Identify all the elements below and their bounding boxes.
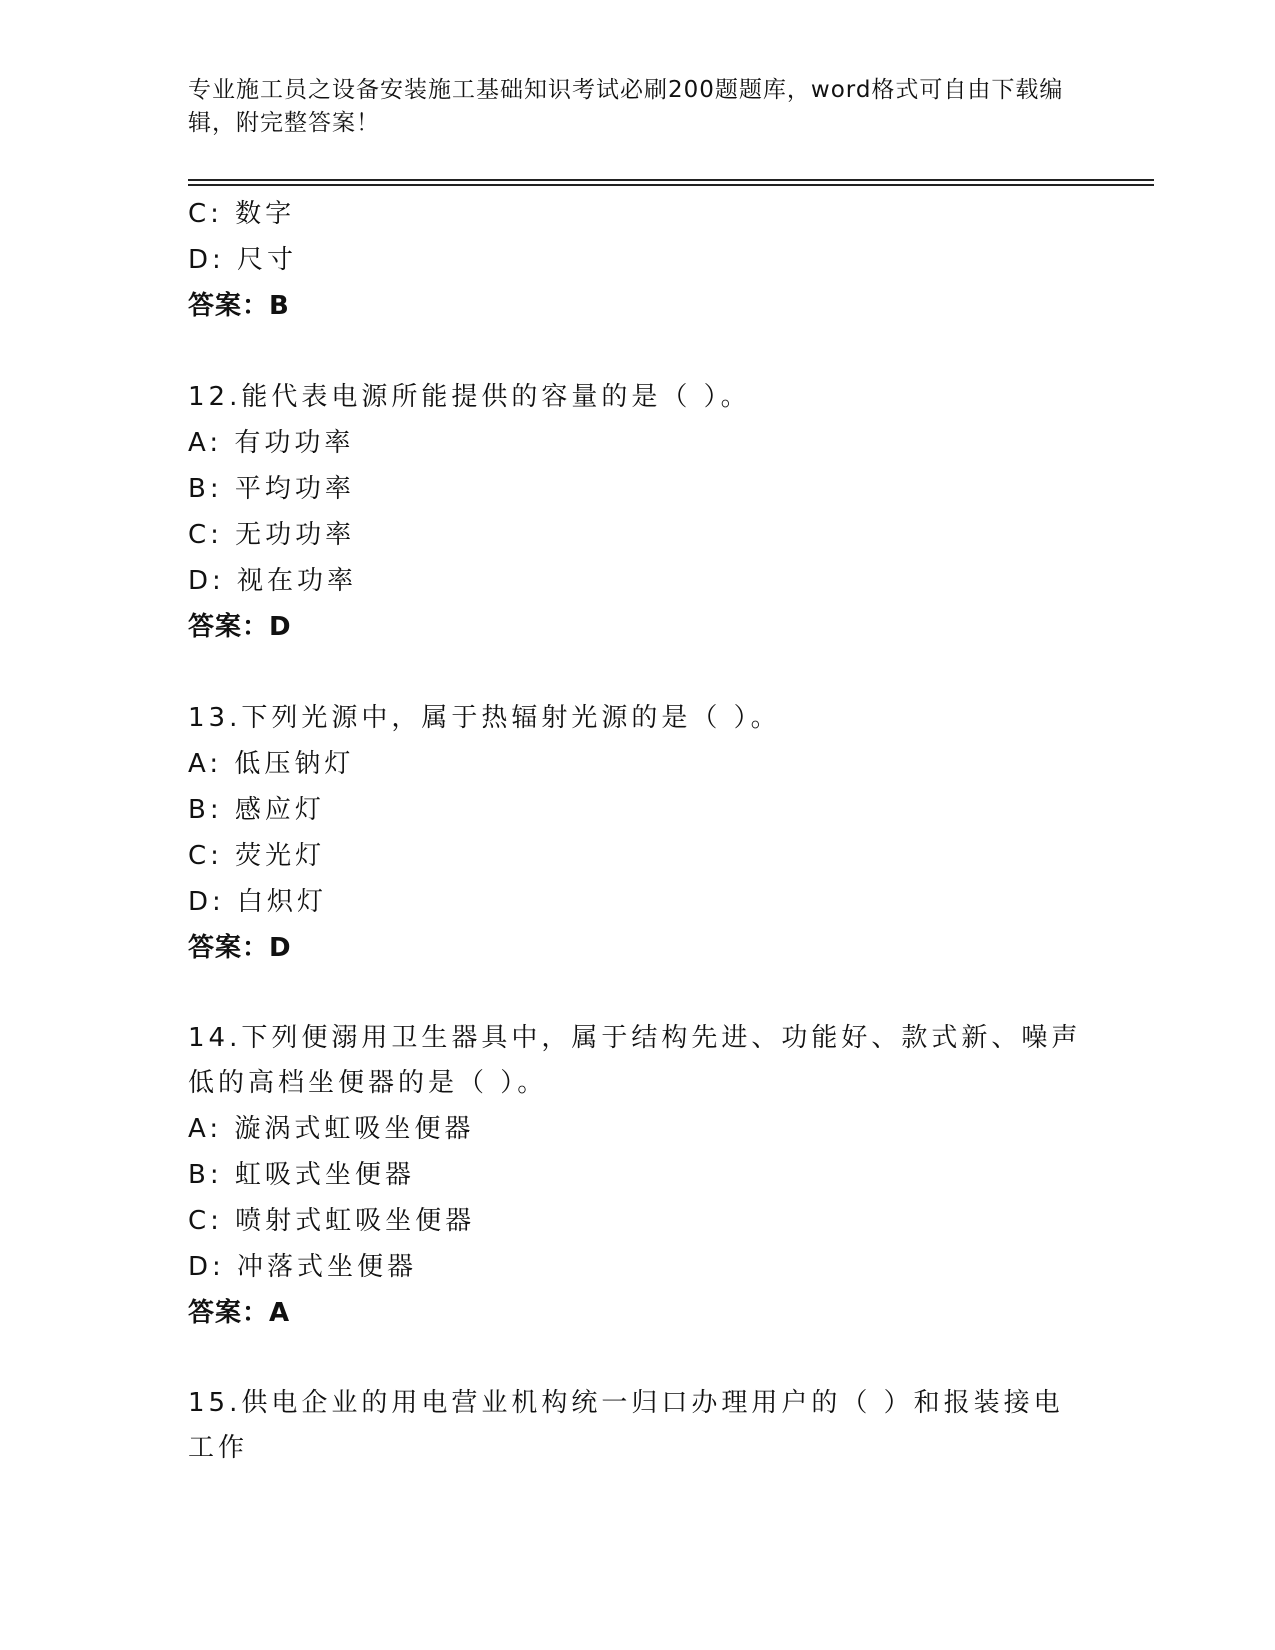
q12-option-c: C: 无功功率 [188,520,356,550]
spacer [188,650,1088,695]
q13-option-c: C: 荧光灯 [188,841,326,871]
header-divider-bottom [188,184,1154,186]
q13-option-a: A: 低压钠灯 [188,749,355,779]
q14-stem: 14.下列便溺用卫生器具中，属于结构先进、功能好、款式新、噪声低的高档坐便器的是（ ）。 [188,1023,1082,1098]
question-list [188,191,1088,1471]
q14-option-c: C: 喷射式虹吸坐便器 [188,1206,476,1236]
spacer [188,329,1088,374]
q15-stem: 15.供电企业的用电营业机构统一归口办理用户的（ ）和报装接电工作 [188,1388,1064,1463]
q14-option-b: B: 虹吸式坐便器 [188,1160,415,1190]
q12-option-d: D: 视在功率 [188,566,358,596]
q12-stem: 12.能代表电源所能提供的容量的是（ ）。 [188,382,751,412]
q12-answer: 答案：D [188,612,292,642]
q14-option-a: A: 漩涡式虹吸坐便器 [188,1114,475,1144]
spacer [188,971,1088,1016]
q14-answer: 答案：A [188,1298,291,1328]
q14-option-d: D: 冲落式坐便器 [188,1252,418,1282]
document-header: 专业施工员之设备安装施工基础知识考试必刷200题题库，word格式可自由下载编辑，附完整答案！ [188,77,1064,136]
q11-answer: 答案：B [188,291,290,321]
header-divider-top [188,179,1154,181]
q13-answer: 答案：D [188,933,292,963]
q13-option-d: D: 白炽灯 [188,887,328,917]
q11-option-c: C: 数字 [188,199,296,229]
spacer [188,1336,1088,1381]
q13-option-b: B: 感应灯 [188,795,325,825]
q11-option-d: D: 尺寸 [188,245,298,275]
q12-option-b: B: 平均功率 [188,474,355,504]
q13-stem: 13.下列光源中，属于热辐射光源的是（ ）。 [188,703,781,733]
q12-option-a: A: 有功功率 [188,428,355,458]
